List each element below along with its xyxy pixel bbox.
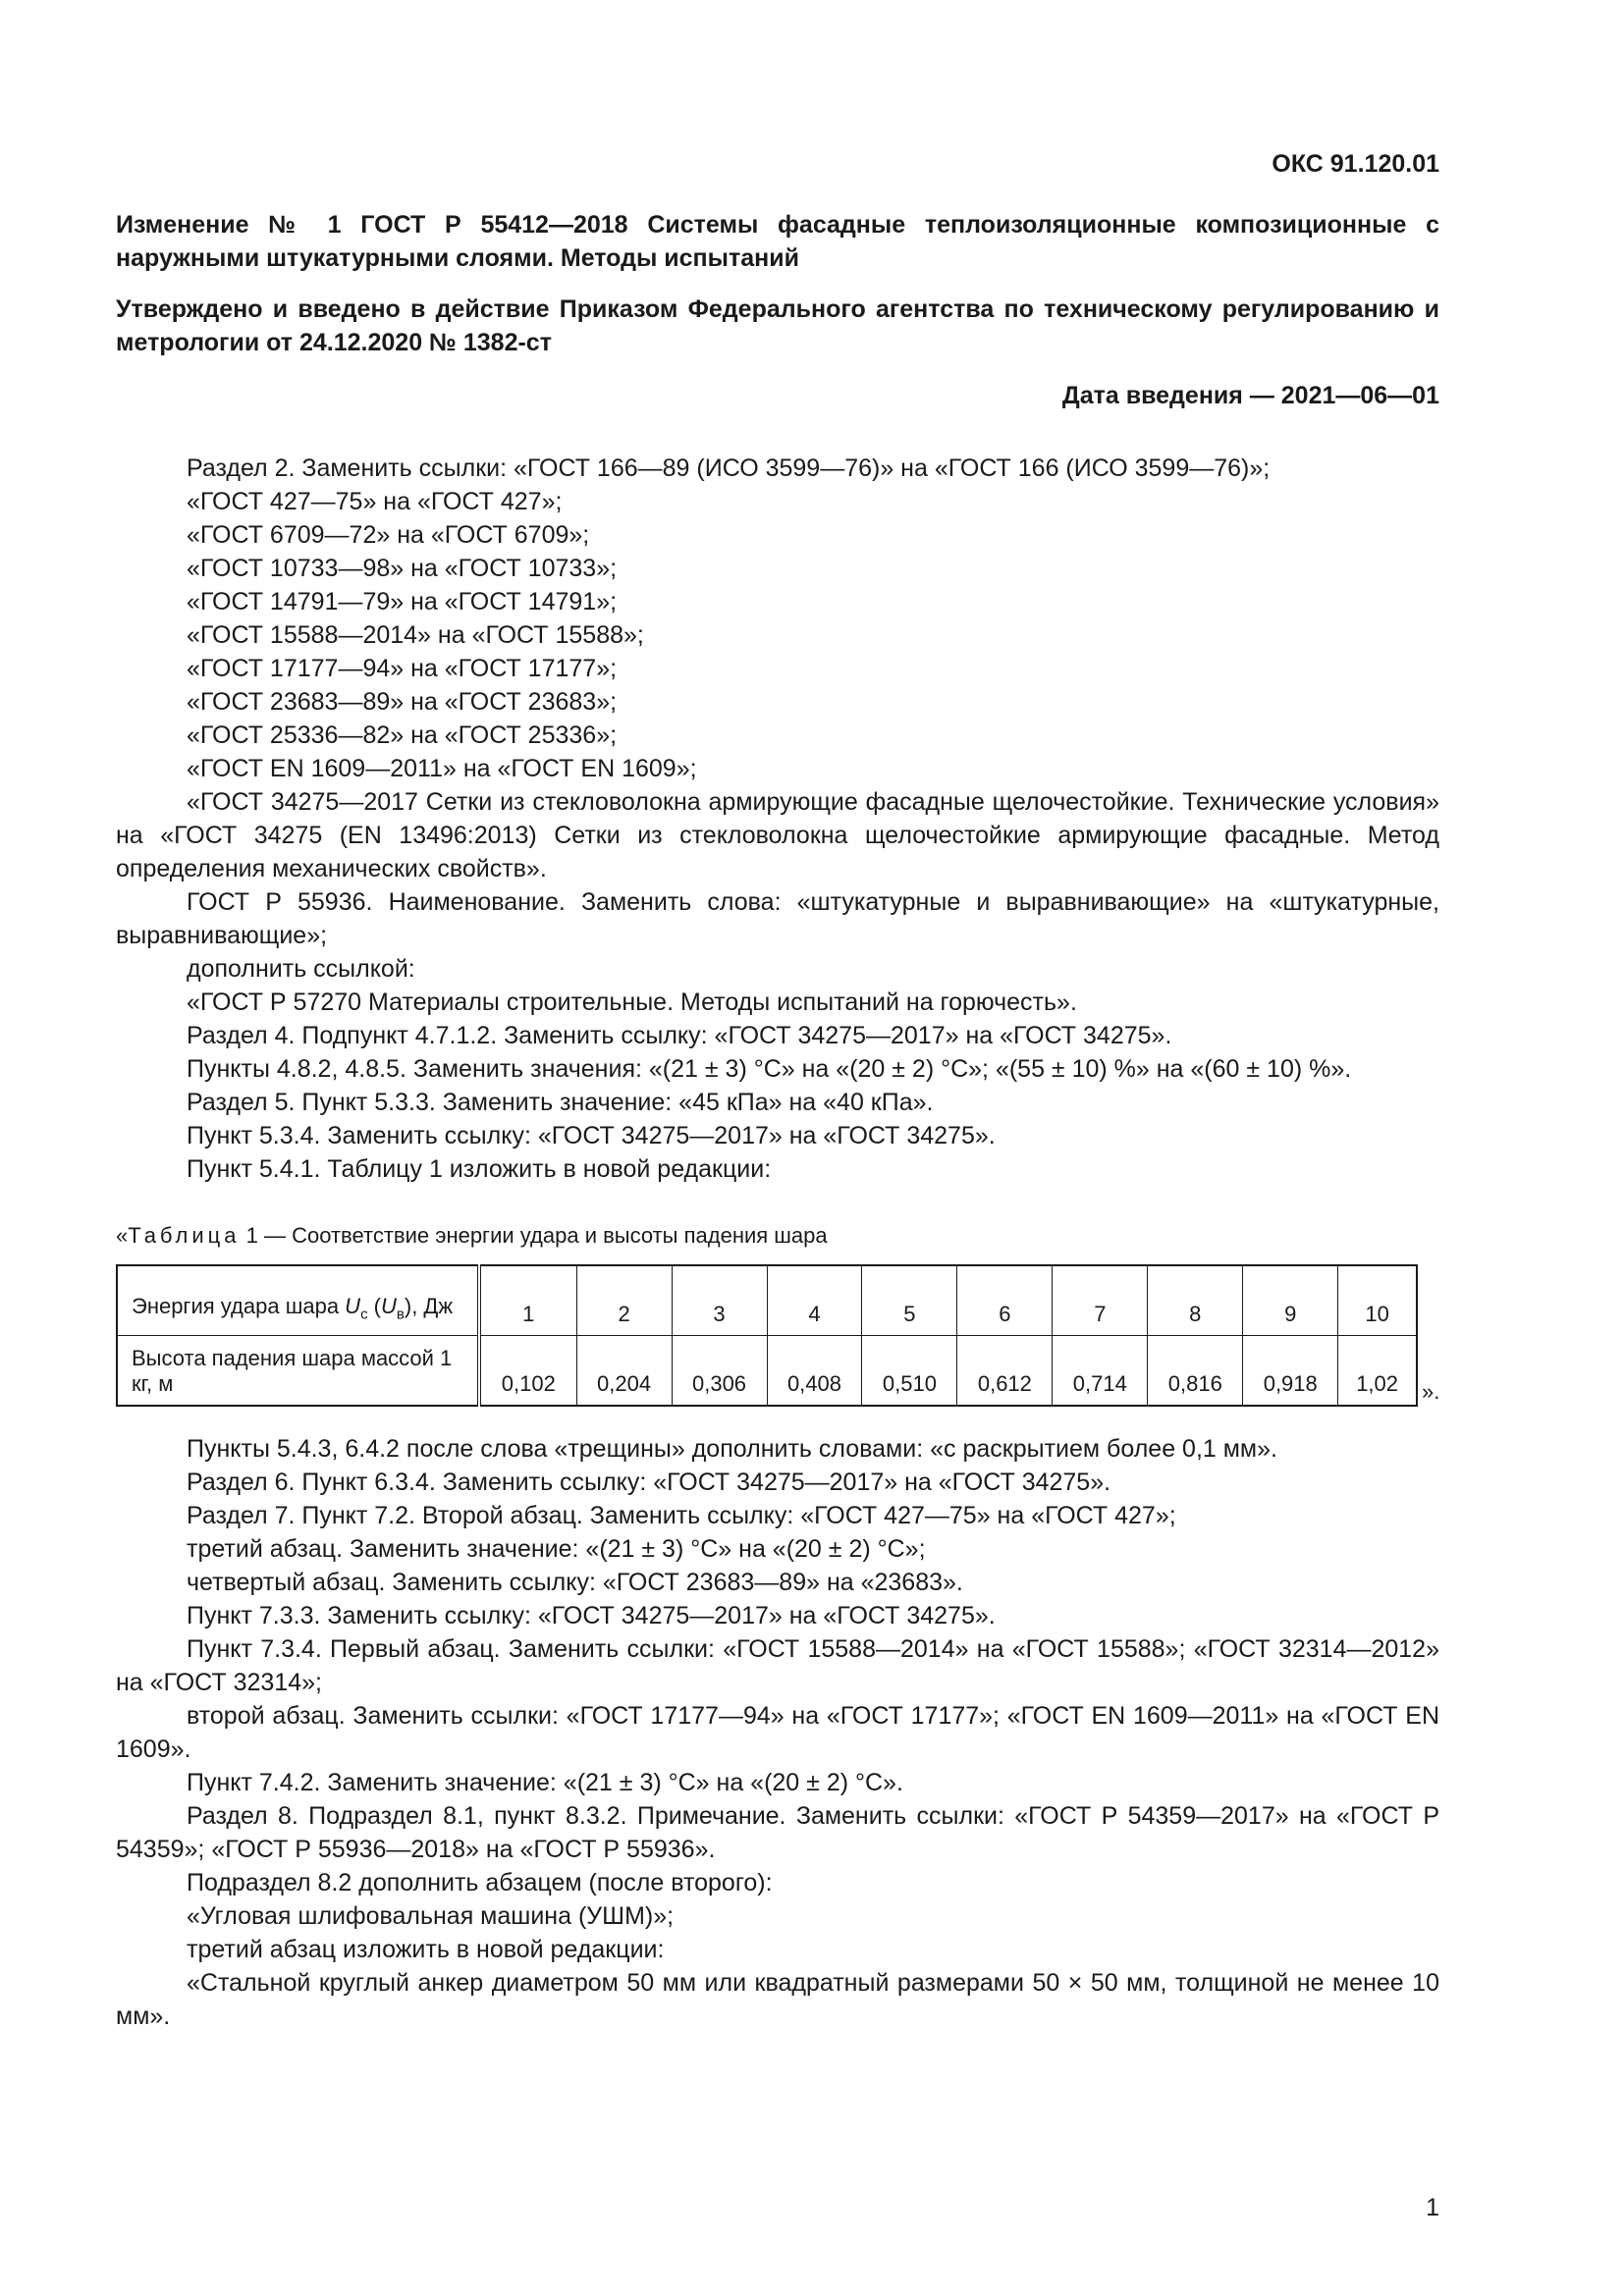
table-1 — [116, 1264, 1418, 1407]
table-cell: 4 — [767, 1265, 862, 1336]
table-caption — [116, 1221, 1439, 1251]
table-cell: 5 — [862, 1265, 957, 1336]
table-cell: 1 — [479, 1265, 576, 1336]
effective-date: Дата введения — 2021—06—01 — [1061, 382, 1439, 409]
caption-word: Таблица — [128, 1223, 241, 1248]
paragraph: второй абзац. Заменить ссылки: «ГОСТ 17177—94» на «ГОСТ 17177»; «ГОСТ EN 1609—2011» на «ГОСТ EN 1609». — [116, 1702, 1439, 1763]
paragraph: «ГОСТ Р 57270 Материалы строительные. Методы испытаний на горючесть». — [187, 988, 1077, 1016]
caption-rest: 1 — Соответствие энергии удара и высоты падения шара — [240, 1223, 828, 1248]
paragraph: «Стальной круглый анкер диаметром 50 мм или квадратный размерами 50 × 50 мм, толщиной не менее 10 мм». — [116, 1969, 1439, 2030]
paragraph: «ГОСТ 6709—72» на «ГОСТ 6709»; — [187, 521, 590, 549]
caption-open-quote: « — [116, 1223, 129, 1248]
paragraph: «ГОСТ 14791—79» на «ГОСТ 14791»; — [187, 588, 618, 615]
paragraph: третий абзац изложить в новой редакции: — [187, 1936, 665, 1963]
table-closing-quote: ». — [1422, 1379, 1440, 1404]
table-cell: 7 — [1053, 1265, 1148, 1336]
paragraph: Пункт 7.3.4. Первый абзац. Заменить ссылки: «ГОСТ 15588—2014» на «ГОСТ 15588»; «ГОСТ 32314—2012» на «ГОСТ 32314»; — [116, 1635, 1439, 1696]
table-cell: 0,510 — [862, 1336, 957, 1407]
table-cell: 8 — [1148, 1265, 1243, 1336]
paragraph: «ГОСТ 10733—98» на «ГОСТ 10733»; — [187, 555, 618, 582]
table-cell: 0,714 — [1053, 1336, 1148, 1407]
table-cell: 6 — [957, 1265, 1053, 1336]
row-header-height: Высота падения шара массой 1 кг, м — [117, 1336, 479, 1407]
paragraph: «ГОСТ EN 1609—2011» на «ГОСТ EN 1609»; — [187, 755, 697, 782]
table-cell: 0,918 — [1243, 1336, 1338, 1407]
table-cell: 0,102 — [479, 1336, 576, 1407]
paragraph: дополнить ссылкой: — [187, 955, 415, 983]
page-number: 1 — [1426, 2194, 1439, 2221]
paragraph: Подраздел 8.2 дополнить абзацем (после второго): — [187, 1869, 773, 1896]
amendment-title: Изменение № 1 ГОСТ Р 55412—2018 Системы фасадные теплоизоляционные композиционные с наружными штукатурными слоями. Методы испытаний — [116, 211, 1439, 272]
table-cell: 9 — [1243, 1265, 1338, 1336]
paragraph: «ГОСТ 23683—89» на «ГОСТ 23683»; — [187, 688, 618, 716]
table-cell: 0,612 — [957, 1336, 1053, 1407]
paragraph: Пункт 7.3.3. Заменить ссылку: «ГОСТ 34275—2017» на «ГОСТ 34275». — [187, 1602, 996, 1629]
table-row-energy — [117, 1265, 1417, 1336]
row-header-energy: Энергия удара шара $U_с$ $(U_в)$, Дж — [117, 1265, 479, 1336]
paragraph: Пункт 5.3.4. Заменить ссылку: «ГОСТ 34275—2017» на «ГОСТ 34275». — [187, 1122, 996, 1149]
paragraph: Раздел 6. Пункт 6.3.4. Заменить ссылку: «ГОСТ 34275—2017» на «ГОСТ 34275». — [187, 1468, 1111, 1496]
table-cell: 0,204 — [576, 1336, 672, 1407]
paragraph: Раздел 7. Пункт 7.2. Второй абзац. Заменить ссылку: «ГОСТ 427—75» на «ГОСТ 427»; — [187, 1502, 1176, 1529]
table-cell: 1,02 — [1338, 1336, 1417, 1407]
paragraph: Пункты 5.4.3, 6.4.2 после слова «трещины» дополнить словами: «с раскрытием более 0,1 мм». — [187, 1435, 1277, 1463]
paragraph: «ГОСТ 427—75» на «ГОСТ 427»; — [187, 488, 563, 515]
table-cell: 0,306 — [672, 1336, 767, 1407]
paragraph: ГОСТ Р 55936. Наименование. Заменить слова: «штукатурные и выравнивающие» на «штукатурные, выравнивающие»; — [116, 888, 1439, 949]
paragraph: Раздел 4. Подпункт 4.7.1.2. Заменить ссылку: «ГОСТ 34275—2017» на «ГОСТ 34275». — [187, 1022, 1172, 1049]
table-cell: 0,408 — [767, 1336, 862, 1407]
paragraph: «ГОСТ 25336—82» на «ГОСТ 25336»; — [187, 721, 618, 749]
approval-statement: Утверждено и введено в действие Приказом Федерального агентства по техническому регулированию и метрологии от 24.12.2020 № 1382-ст — [116, 295, 1439, 356]
document-page — [116, 147, 1439, 2033]
paragraph: «ГОСТ 17177—94» на «ГОСТ 17177»; — [187, 655, 618, 682]
oks-code: ОКС 91.120.01 — [1272, 150, 1439, 178]
paragraph: третий абзац. Заменить значение: «(21 ± 3) °С» на «(20 ± 2) °С»; — [187, 1535, 926, 1563]
paragraph: четвертый абзац. Заменить ссылку: «ГОСТ 23683—89» на «23683». — [187, 1569, 963, 1596]
paragraph: Пункт 5.4.1. Таблицу 1 изложить в новой редакции: — [187, 1155, 772, 1183]
paragraph: «Угловая шлифовальная машина (УШМ)»; — [187, 1902, 675, 1930]
paragraph: Раздел 8. Подраздел 8.1, пункт 8.3.2. Примечание. Заменить ссылки: «ГОСТ Р 54359—2017» на «ГОСТ Р 54359»; «ГОСТ Р 55936—2018» на «ГОСТ Р 55936». — [116, 1802, 1439, 1863]
table-cell: 10 — [1338, 1265, 1417, 1336]
table-1-container — [116, 1264, 1440, 1407]
amendment-text-before-table — [116, 452, 1439, 1186]
table-cell: 2 — [576, 1265, 672, 1336]
paragraph: Раздел 2. Заменить ссылки: «ГОСТ 166—89 (ИСО 3599—76)» на «ГОСТ 166 (ИСО 3599—76)»; — [187, 454, 1271, 482]
paragraph: Пункты 4.8.2, 4.8.5. Заменить значения: «(21 ± 3) °С» на «(20 ± 2) °С»; «(55 ± 10) %» на «(60 ± 10) %». — [187, 1055, 1352, 1083]
table-cell: 3 — [672, 1265, 767, 1336]
table-cell: 0,816 — [1148, 1336, 1243, 1407]
amendment-text-after-table — [116, 1432, 1439, 2033]
paragraph: Раздел 5. Пункт 5.3.3. Заменить значение: «45 кПа» на «40 кПа». — [187, 1089, 934, 1116]
paragraph: «ГОСТ 34275—2017 Сетки из стекловолокна армирующие фасадные щелочестойкие. Технические условия» на «ГОСТ 34275 (EN 13496:2013) Сетки из стекловолокна щелочестойкие армирующие фасадные. Метод определения механических свойств». — [116, 788, 1439, 882]
paragraph: Пункт 7.4.2. Заменить значение: «(21 ± 3) °С» на «(20 ± 2) °С». — [187, 1769, 903, 1796]
table-row-height — [117, 1336, 1417, 1407]
paragraph: «ГОСТ 15588—2014» на «ГОСТ 15588»; — [187, 621, 644, 649]
